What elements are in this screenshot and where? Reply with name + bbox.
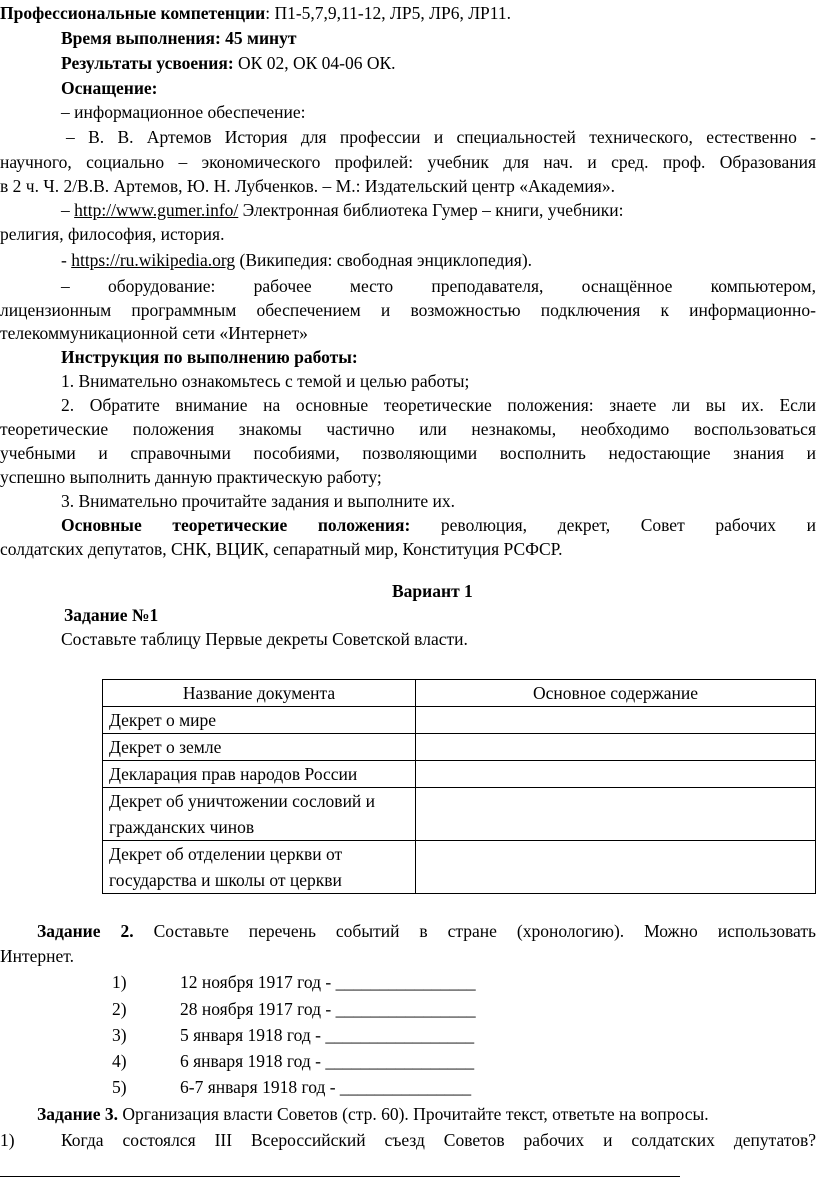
task3-line [37,1101,709,1127]
table-row [103,734,816,761]
time-line [61,25,296,51]
chrono-num: 3) [112,1025,127,1045]
chrono-num: 4) [112,1051,127,1071]
results-label: Результаты усвоения: [61,53,234,73]
chrono-num: 1) [112,972,127,992]
competencies-value: : П1-5,7,9,11-12, ЛР5, ЛР6, ЛР11. [265,3,512,23]
table-header-cell: Основное содержание [416,680,816,707]
book-line-3: в 2 ч. Ч. 2/В.В. Артемов, Ю. Н. Лубченков. – М.: Издательский центр «Академия». [0,176,615,196]
task1-text: Составьте таблицу Первые декреты Советской власти. [61,629,468,649]
task3-q1-num: 1) [0,1130,15,1150]
variant-title [392,578,473,604]
table-header-row [103,680,816,707]
gumer-link[interactable]: http://www.gumer.info/ [74,200,239,220]
chrono-item: 5 января 1918 год - _________________ [180,1025,475,1045]
wiki-line [61,247,532,273]
table-cell: Декларация прав народов России [103,761,416,788]
info-intro: – информационное обеспечение: [61,102,306,122]
wiki-link[interactable]: https://ru.wikipedia.org [71,250,236,270]
table-cell[interactable] [416,788,816,841]
theory-line-2: солдатских депутатов, СНК, ВЦИК, сепаратный мир, Конституция РСФСР. [0,539,563,559]
book-line-2: научного, социально – экономического профилей: учебник для нач. и сред. проф. Образования [0,152,816,172]
wiki-text: (Википедия: свободная энциклопедия). [235,250,533,270]
table-cell: Декрет об уничтожении сословий и гражданских чинов [103,788,416,841]
time-label: Время выполнения: 45 минут [61,28,297,48]
task1-title-text: Задание №1 [64,605,159,625]
variant-title-text: Вариант 1 [392,581,473,601]
chrono-item: 6 января 1918 год - _________________ [180,1051,475,1071]
task1-title [64,602,158,628]
instruction-item-3: 3. Внимательно прочитайте задания и выполните их. [61,491,456,511]
table-cell: Декрет о мире [103,707,416,734]
table-cell[interactable] [416,761,816,788]
task2-title: Задание 2. [37,921,134,941]
instruction-item-1: 1. Внимательно ознакомьтесь с темой и целью работы; [61,371,470,391]
competencies-line [0,0,511,26]
instruction-item-2-line-1: 2. Обратите внимание на основные теоретические положения: знаете ли вы их. Если [61,395,816,415]
instructions-title-text: Инструкция по выполнению работы: [61,347,358,367]
wiki-dash: - [61,250,72,270]
equipment-heading [61,75,158,101]
equipment-line-1: – оборудование: рабочее место преподавателя, оснащённое компьютером, [61,276,816,296]
equipment-line-3: телекоммуникационной сети «Интернет» [0,323,308,343]
table-row [103,761,816,788]
gumer-line [61,197,623,223]
table-cell: Декрет о земле [103,734,416,761]
table-row [103,707,816,734]
equipment-label: Оснащение: [61,78,158,98]
chrono-item: 28 ноября 1917 год - ________________ [180,999,476,1019]
decrees-table [102,679,816,894]
instruction-item-2-line-3: учебными и справочными пособиями, позволяющими восполнить недостающие знания и [0,443,816,463]
book-line-1: – В. В. Артемов История для профессии и специальностей технического, естественно - [66,127,816,147]
gumer-dash: – [61,200,75,220]
theory-label: Основные теоретические положения: [61,515,411,535]
gumer-line-2: религия, философия, история. [0,224,225,244]
results-value: ОК 02, ОК 04-06 ОК. [233,53,396,73]
equipment-line-2: лицензионным программным обеспечением и возможностью подключения к информационно- [0,300,816,320]
chrono-item: 6-7 января 1918 год - _______________ [180,1077,472,1097]
table-cell[interactable] [416,707,816,734]
results-line [61,50,396,76]
chrono-item: 12 ноября 1917 год - ________________ [180,972,476,992]
task2-line-2: Интернет. [0,946,75,966]
chrono-num: 2) [112,999,127,1019]
task2-text: Составьте перечень событий в стране (хронологию). Можно использовать [133,921,816,941]
table-header-cell: Название документа [103,680,416,707]
instructions-title [61,344,358,370]
instruction-item-2-line-2: теоретические положения знакомы частично или незнакомы, необходимо воспользоваться [0,419,816,439]
theory-line-1 [61,512,816,538]
answer-line [0,1176,680,1177]
theory-value: революция, декрет, Совет рабочих и [410,515,816,535]
table-cell[interactable] [416,734,816,761]
table-cell: Декрет об отделении церкви от государства и школы от церкви [103,841,416,894]
table-cell[interactable] [416,841,816,894]
gumer-text: Электронная библиотека Гумер – книги, учебники: [238,200,624,220]
task3-text: Организация власти Советов (стр. 60). Прочитайте текст, ответьте на вопросы. [118,1104,709,1124]
competencies-label: Профессиональные компетенции [0,3,266,23]
table-row [103,788,816,841]
task3-q1-text: Когда состоялся III Всероссийский съезд Советов рабочих и солдатских депутатов? [61,1130,816,1150]
chrono-num: 5) [112,1077,127,1097]
instruction-item-2-line-4: успешно выполнить данную практическую работу; [0,467,382,487]
task3-title: Задание 3. [37,1104,119,1124]
task2-line-1 [37,918,816,944]
table-row [103,841,816,894]
